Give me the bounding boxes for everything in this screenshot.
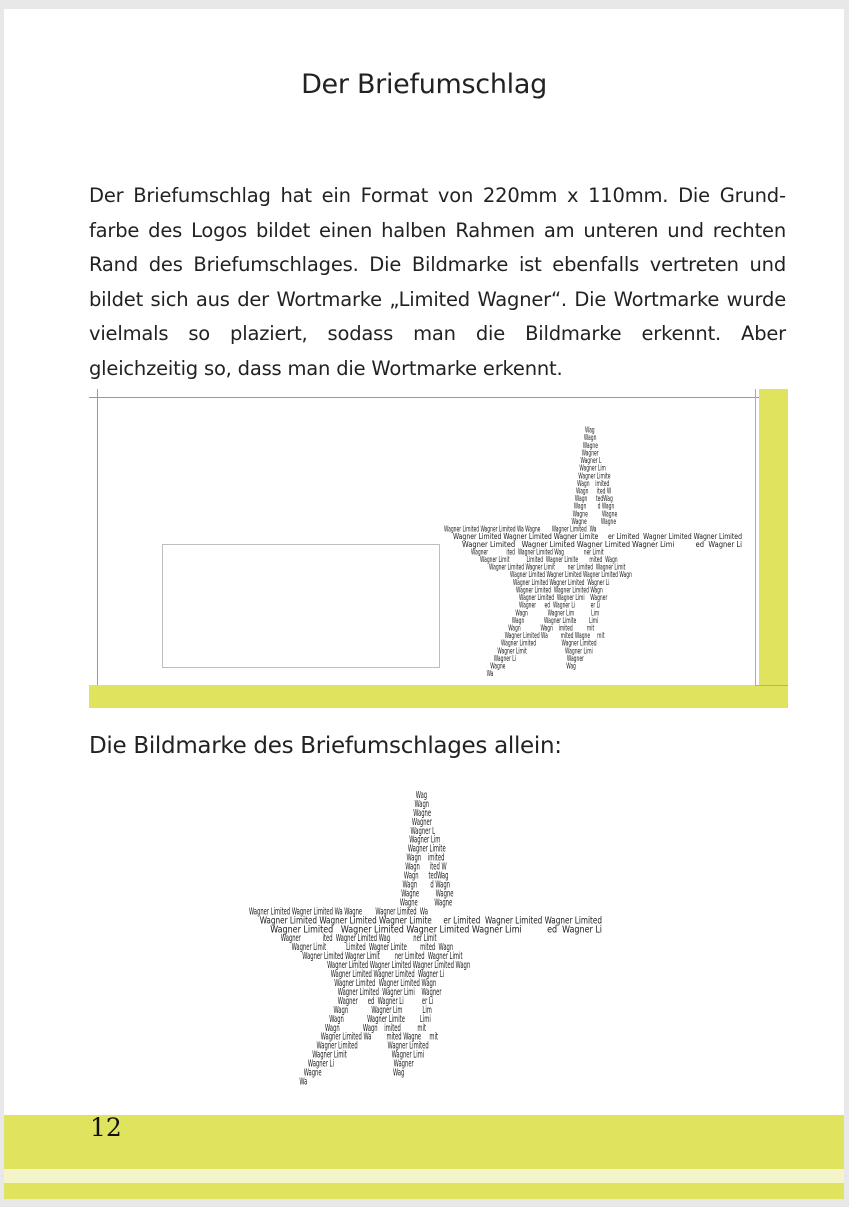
crop-line-left xyxy=(97,389,98,708)
star-logo-line: Wagner Limited Wagner Limited Wagn xyxy=(516,585,603,595)
body-paragraph: Der Briefumschlag hat ein Format von 220mm x 110mm. Die Grundfarbe des Logos bildet einen halben Rahmen am unteren und rechten Rand des Briefumschlages. Die Bildmarke ist ebenfalls vertreten und bildet sich aus der Wortmarke „Limited Wagner“. Die Wortmarke wurde vielmals so plaziert, sodass man die Bildmarke erkennt. Aber gleichzeitig so, dass man die Wortmarke erkennt. xyxy=(89,184,786,380)
star-logo-line: Wagner Limit Wagner Limi xyxy=(497,646,593,656)
star-logo-line: Wagner ed Wagner Li er Li xyxy=(337,995,434,1007)
page-number: 12 xyxy=(90,1113,122,1142)
star-logo-line: Wagne Wag xyxy=(303,1067,405,1079)
star-logo-line: Wagn Wagner Lim Lim xyxy=(515,608,600,618)
star-logo-line: Wagner Limited Wagner Limited Wagner Limite er Limited Wagner Limited Wagner Limited xyxy=(453,532,742,542)
star-logo-line: Wagn Wagner Lim Lim xyxy=(333,1004,432,1016)
star-logo-line: Wagne Wag xyxy=(490,661,576,671)
footer-accent-stripe xyxy=(4,1183,844,1199)
star-logo-line: Wagn Wagn imited mit xyxy=(508,623,595,633)
star-logo-line: Wagner L xyxy=(580,456,602,466)
star-logo-line: Wagne Wagne xyxy=(399,897,453,909)
star-logo-line: Wagn Wagner Limite Limi xyxy=(329,1013,431,1025)
star-logo-line: Wagner Limited Wagner Limited Wa Wagne Wagner Limited Wa xyxy=(249,906,428,918)
star-logo-line: Wagner ited Wagner Limited Wag ner Limit xyxy=(280,933,438,945)
star-logo-text-standalone xyxy=(249,790,602,1088)
crop-line-inner-v xyxy=(755,389,756,685)
page-title: Der Briefumschlag xyxy=(301,69,547,100)
star-logo-line: Wagner Lim xyxy=(579,463,606,473)
envelope-mockup xyxy=(89,389,788,712)
crop-line-top xyxy=(89,397,788,398)
star-logo-line: Wagner ed Wagner Li er Li xyxy=(519,600,601,610)
star-logo-text-envelope xyxy=(444,426,742,679)
crop-line-inner-h xyxy=(755,685,788,686)
star-logo-line: Wagner Limited Wa mited Wagne mit xyxy=(504,631,605,641)
star-logo-line: Wagn imited xyxy=(577,478,610,488)
star-logo-standalone xyxy=(249,789,604,1089)
star-logo-line: Wagn d Wagn xyxy=(573,501,615,511)
star-logo-line: Wagner Limite xyxy=(407,843,446,855)
star-logo-line: Wagner Limit Limited Wagner Limite mited Wagn xyxy=(291,942,454,954)
footer-band xyxy=(4,1115,844,1199)
star-logo-line: Wagner Limited Wagner Limited Wa Wagne Wagner Limited Wa xyxy=(444,524,597,534)
star-logo-line: Wagn d Wagn xyxy=(402,879,450,891)
star-logo-line: Wag xyxy=(585,425,595,435)
star-logo-line: Wagner xyxy=(581,448,599,458)
footer-light-stripe xyxy=(4,1169,844,1183)
star-logo-line: Wagner Limited Wagner Limited Wagner Li xyxy=(513,577,610,587)
star-logo-line: Wagner L xyxy=(410,825,436,837)
star-logo-line: Wagne xyxy=(582,440,599,450)
star-logo-line: Wagner Limited Wagner Limited Wagner Limited Wagner Limi ed Wagner Li xyxy=(270,924,602,936)
document-page xyxy=(4,9,844,1199)
star-logo-line: Wagner xyxy=(411,816,433,828)
star-logo-line: Wagner Limited Wa mited Wagne mit xyxy=(320,1031,439,1043)
star-logo-line: Wagne Wagne xyxy=(572,509,618,519)
star-logo-line: Wagner Limited Wagner Limited Wagner Limited Wagn xyxy=(327,960,471,972)
star-logo-line: Wagner Limited Wagner Limi Wagner xyxy=(337,987,442,998)
star-logo-line: Wagn xyxy=(583,433,597,443)
star-logo-line: Wagn Wagner Limite Limi xyxy=(511,615,599,625)
star-logo-line: Wag xyxy=(415,790,428,801)
star-logo-line: Wagne Wagne xyxy=(571,517,617,526)
star-logo-line: Wagner Li Wagner xyxy=(307,1058,415,1070)
star-logo-line: Wagne Wagne xyxy=(401,888,454,900)
star-logo-line: Wagner Limited Wagner Limi Wagner xyxy=(519,593,608,603)
footer-accent-bar xyxy=(4,1115,844,1169)
section-subheading: Die Bildmarke des Briefumschlages allein: xyxy=(89,733,562,759)
star-logo-line: Wagn imited xyxy=(406,852,445,864)
star-logo-line: Wagne xyxy=(413,807,432,819)
star-logo-line: Wagner ited Wagner Limited Wag ner Limit xyxy=(471,547,604,557)
star-logo-line: Wagn ited W xyxy=(405,861,448,873)
star-logo-line: Wagner Limited Wagner Limited Wagner Li xyxy=(330,969,445,981)
star-logo-line: Wagn ited W xyxy=(576,486,612,496)
star-logo-line: Wagner Limited Wagner Limited Wagner Limite er Limited Wagner Limited Wagner Limited xyxy=(259,915,602,927)
star-logo-line: Wa xyxy=(486,669,494,679)
star-logo-line: Wa xyxy=(299,1076,308,1088)
star-logo-line: Wagner Limited Wagner Limited Wagner Limited Wagn xyxy=(510,570,632,580)
star-logo-line: Wagner Lim xyxy=(409,834,441,846)
star-logo-line: Wagn tedWag xyxy=(403,870,449,882)
star-logo-line: Wagner Limit Limited Wagner Limite mited Wagn xyxy=(480,555,618,564)
star-logo-line: Wagner Limit Wagner Limi xyxy=(312,1049,425,1061)
star-logo-line: Wagner Limited Wagner Limited Wagn xyxy=(334,978,437,989)
star-logo-line: Wagner Limited Wagner Limited xyxy=(316,1040,429,1052)
star-logo-line: Wagner Limited Wagner Limit ner Limited Wagner Limit xyxy=(489,562,626,572)
star-logo-line: Wagn Wagn imited mit xyxy=(325,1022,427,1034)
star-logo-line: Wagn tedWag xyxy=(574,494,613,504)
star-logo-line: Wagner Limited Wagner Limited xyxy=(501,638,597,648)
address-window xyxy=(162,544,440,668)
star-logo-line: Wagner Li Wagner xyxy=(493,654,584,663)
star-logo-line: Wagner Limited Wagner Limited Wagner Limited Wagner Limi ed Wagner Li xyxy=(462,539,742,549)
star-logo-line: Wagner Limite xyxy=(578,471,611,481)
envelope-accent-bottom xyxy=(89,685,788,708)
star-logo-line: Wagner Limited Wagner Limit ner Limited Wagner Limit xyxy=(302,951,463,963)
envelope-accent-right xyxy=(759,389,788,708)
star-logo-envelope xyxy=(444,425,744,680)
star-logo-line: Wagn xyxy=(414,798,430,810)
